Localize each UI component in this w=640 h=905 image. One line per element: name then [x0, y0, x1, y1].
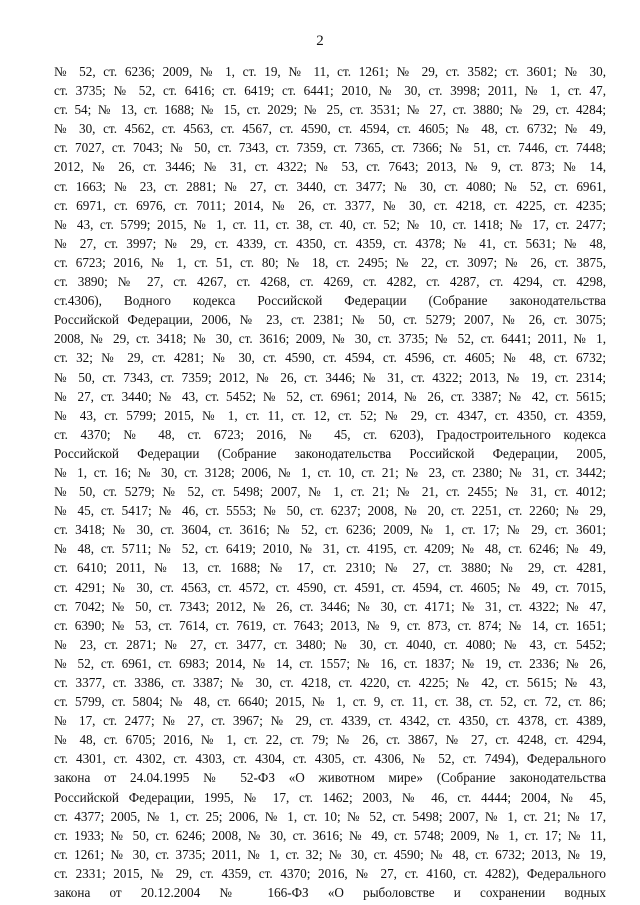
text-line: № 50, ст. 5279; № 52, ст. 5498; 2007, № 1, ст. 21; № 21, ст. 2455; № 31, ст. 4012;: [54, 484, 606, 500]
text-line: ст. 7027, ст. 7043; № 50, ст. 7343, ст. 7359, ст. 7365, ст. 7366; № 51, ст. 7446, ст. 7448;: [54, 140, 606, 156]
text-line: закона от 20.12.2004 № 166-ФЗ «О рыболовстве и сохранении водных: [54, 885, 606, 901]
text-line: № 48, ст. 5711; № 52, ст. 6419; 2010, № 31, ст. 4195, ст. 4209; № 48, ст. 6246; № 49,: [54, 541, 606, 557]
text-line: № 48, ст. 6705; 2016, № 1, ст. 22, ст. 79; № 26, ст. 3867, № 27, ст. 4248, ст. 4294,: [54, 732, 606, 748]
text-line: ст. 1261; № 30, ст. 3735; 2011, № 1, ст. 32; № 30, ст. 4590; № 48, ст. 6732; 2013, № 19,: [54, 846, 606, 862]
text-line: закона от 24.04.1995 № 52-ФЗ «О животном мире» (Собрание законодательства: [54, 770, 606, 786]
text-line: ст. 54; № 13, ст. 1688; № 15, ст. 2029; № 25, ст. 3531; № 27, ст. 3880; № 29, ст. 4284;: [54, 102, 606, 118]
text-line: ст. 4291; № 30, ст. 4563, ст. 4572, ст. 4590, ст. 4591, ст. 4594, ст. 4605; № 49, ст. 7015,: [54, 579, 606, 595]
text-line: ст. 6723; 2016, № 1, ст. 51, ст. 80; № 18, ст. 2495; № 22, ст. 3097; № 26, ст. 3875,: [54, 254, 606, 270]
text-line: Российской Федерации, 1995, № 17, ст. 1462; 2003, № 46, ст. 4444; 2004, № 45,: [54, 789, 606, 805]
text-line: № 43, ст. 5799; 2015, № 1, ст. 11, ст. 12, ст. 52; № 29, ст. 4347, ст. 4350, ст. 4359,: [54, 407, 606, 423]
text-line: ст. 6410; 2011, № 13, ст. 1688; № 17, ст. 2310; № 27, ст. 3880; № 29, ст. 4281,: [54, 560, 606, 576]
text-line: № 27, ст. 3997; № 29, ст. 4339, ст. 4350, ст. 4359, ст. 4378; № 41, ст. 5631; № 48,: [54, 235, 606, 251]
text-line: 2008, № 29, ст. 3418; № 30, ст. 3616; 2009, № 30, ст. 3735; № 52, ст. 6441; 2011, № 1,: [54, 331, 606, 347]
text-line: № 30, ст. 4562, ст. 4563, ст. 4567, ст. 4590, ст. 4594, ст. 4605; № 48, ст. 6732; № 49,: [54, 121, 606, 137]
text-line: ст. 32; № 29, ст. 4281; № 30, ст. 4590, ст. 4594, ст. 4596, ст. 4605; № 48, ст. 6732;: [54, 350, 606, 366]
text-line: ст. 5799, ст. 5804; № 48, ст. 6640; 2015, № 1, ст. 9, ст. 11, ст. 38, ст. 52, ст. 72, ст. 86;: [54, 694, 606, 710]
text-line: ст. 1663; № 23, ст. 2881; № 27, ст. 3440, ст. 3477; № 30, ст. 4080; № 52, ст. 6961,: [54, 178, 606, 194]
text-line: № 43, ст. 5799; 2015, № 1, ст. 11, ст. 38, ст. 40, ст. 52; № 10, ст. 1418; № 17, ст. 2477;: [54, 216, 606, 232]
text-line: ст. 3377, ст. 3386, ст. 3387; № 30, ст. 4218, ст. 4220, ст. 4225; № 42, ст. 5615; № 43,: [54, 675, 606, 690]
text-line: № 52, ст. 6961, ст. 6983; 2014, № 14, ст. 1557; № 16, ст. 1837; № 19, ст. 2336; № 26,: [54, 655, 606, 671]
text-line: ст. 6971, ст. 6976, ст. 7011; 2014, № 26, ст. 3377, № 30, ст. 4218, ст. 4225, ст. 4235;: [54, 197, 606, 213]
body-text: [54, 62, 606, 902]
text-line: № 17, ст. 2477; № 27, ст. 3967; № 29, ст. 4339, ст. 4342, ст. 4350, ст. 4378, ст. 4389,: [54, 713, 606, 729]
page-number: 2: [316, 33, 324, 49]
text-line: ст. 3418; № 30, ст. 3604, ст. 3616; № 52, ст. 6236; 2009, № 1, ст. 17; № 29, ст. 3601;: [54, 522, 606, 538]
text-line: № 27, ст. 3440; № 43, ст. 5452; № 52, ст. 6961; 2014, № 26, ст. 3387; № 42, ст. 5615;: [54, 388, 606, 404]
text-line: № 1, ст. 16; № 30, ст. 3128; 2006, № 1, ст. 10, ст. 21; № 23, ст. 2380; № 31, ст. 3442;: [54, 464, 606, 480]
text-line: № 52, ст. 6236; 2009, № 1, ст. 19, № 11, ст. 1261; № 29, ст. 3582; ст. 3601; № 30,: [54, 64, 606, 79]
text-line: ст. 4301, ст. 4302, ст. 4303, ст. 4304, ст. 4305, ст. 4306, № 52, ст. 7494), Федерального: [54, 751, 606, 767]
text-line: ст.4306), Водного кодекса Российской Федерации (Собрание законодательства: [54, 293, 606, 309]
text-line: № 45, ст. 5417; № 46, ст. 5553; № 50, ст. 6237; 2008, № 20, ст. 2251, ст. 2260; № 29,: [54, 503, 606, 519]
text-line: ст. 4370; № 48, ст. 6723; 2016, № 45, ст. 6203), Градостроительного кодекса: [54, 426, 606, 442]
text-line: № 50, ст. 7343, ст. 7359; 2012, № 26, ст. 3446; № 31, ст. 4322; 2013, № 19, ст. 2314;: [54, 369, 606, 385]
text-line: Российской Федерации (Собрание законодательства Российской Федерации, 2005,: [54, 445, 606, 461]
text-line: Российской Федерации, 2006, № 23, ст. 2381; № 50, ст. 5279; 2007, № 26, ст. 3075;: [54, 312, 606, 328]
text-line: ст. 6390; № 53, ст. 7614, ст. 7619, ст. 7643; 2013, № 9, ст. 873, ст. 874; № 14, ст. 1651;: [54, 617, 606, 633]
text-line: 2012, № 26, ст. 3446; № 31, ст. 4322; № 53, ст. 7643; 2013, № 9, ст. 873; № 14,: [54, 159, 606, 175]
text-line: № 23, ст. 2871; № 27, ст. 3477, ст. 3480; № 30, ст. 4040, ст. 4080; № 43, ст. 5452;: [54, 636, 606, 652]
text-line: ст. 2331; 2015, № 29, ст. 4359, ст. 4370; 2016, № 27, ст. 4160, ст. 4282), Федерального: [54, 865, 606, 881]
text-line: ст. 7042; № 50, ст. 7343; 2012, № 26, ст. 3446; № 30, ст. 4171; № 31, ст. 4322; № 47,: [54, 598, 606, 614]
text-line: ст. 3735; № 52, ст. 6416; ст. 6419; ст. 6441; 2010, № 30, ст. 3998; 2011, № 1, ст. 47,: [54, 83, 606, 99]
text-line: ст. 4377; 2005, № 1, ст. 25; 2006, № 1, ст. 10; № 52, ст. 5498; 2007, № 1, ст. 21; № 17,: [54, 808, 606, 824]
text-line: ст. 1933; № 50, ст. 6246; 2008, № 30, ст. 3616; № 49, ст. 5748; 2009, № 1, ст. 17; № 11,: [54, 827, 606, 843]
text-line: ст. 3890; № 27, ст. 4267, ст. 4268, ст. 4269, ст. 4282, ст. 4287, ст. 4294, ст. 4298,: [54, 274, 606, 290]
